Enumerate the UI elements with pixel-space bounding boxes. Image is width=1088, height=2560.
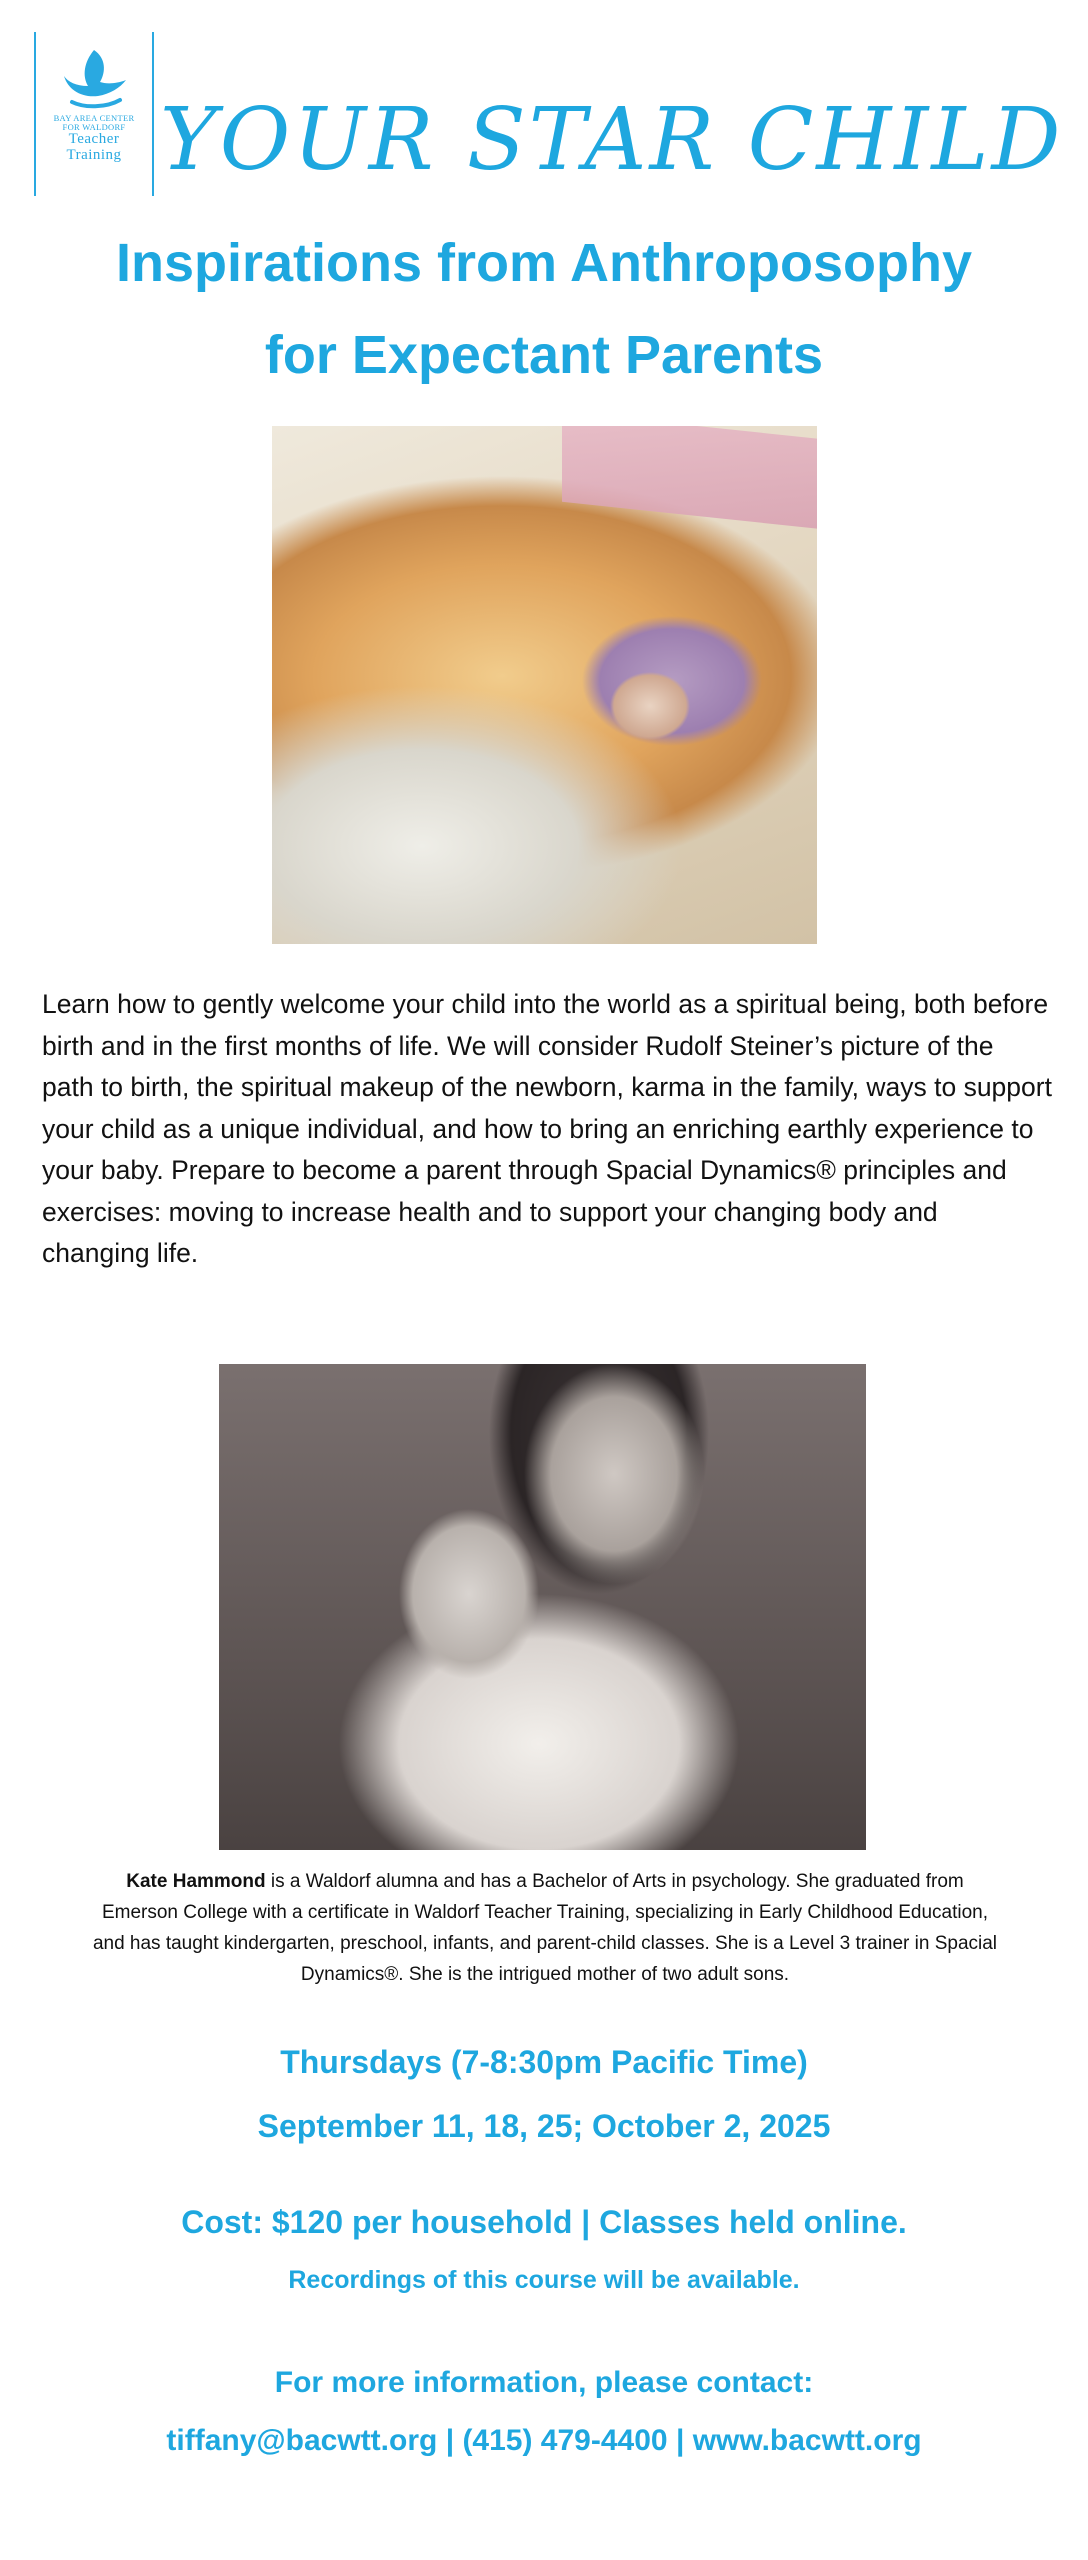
instructor-name: Kate Hammond [126, 1871, 266, 1892]
instructor-bio-text: is a Waldorf alumna and has a Bachelor of Arts in psychology. She graduated from Emerson College with a certificate in Waldorf Teacher Training, specializing in Early Childhood Education, and has taught kindergarten, preschool, infants, and parent-child classes. She is a Level 3 trainer in Spacial Dynamics®. She is the intrigued mother of two adult sons. [92, 1871, 998, 1985]
logo-line-3: Teacher [68, 130, 120, 147]
description-paragraph: Learn how to gently welcome your child into the world as a spiritual being, both before birth and in the first months of life. We will consider Rudolf Steiner’s picture of the path to birth, the spiritual makeup of the newborn, karma in the family, ways to support your child as a unique individual, and how to bring an enriching earthly experience to your baby. Prepare to become a parent through Spacial Dynamics® principles and exercises: moving to increase health and to support your changing body and changing life. [42, 989, 1052, 1268]
bird-logo-icon [54, 42, 134, 114]
instructor-photo [219, 1364, 866, 1850]
schedule-days: Thursdays (7-8:30pm Pacific Time) [280, 2044, 808, 2080]
contact-heading: For more information, please contact: [274, 2366, 814, 2399]
cost-line: Cost: $120 per household | Classes held online. [181, 2204, 907, 2240]
blanket-detail [562, 426, 817, 530]
subtitle-line-1: Inspirations from Anthroposophy [116, 233, 972, 293]
page-title: YOUR STAR CHILD [160, 90, 1064, 190]
phone-link[interactable]: (415) 479-4400 [462, 2424, 668, 2457]
logo [34, 32, 154, 196]
instructor-bio [90, 1866, 1000, 1990]
logo-line-1: BAY AREA CENTER [53, 113, 135, 123]
website-link[interactable]: www.bacwtt.org [692, 2424, 922, 2457]
logo-line-4: Training [66, 146, 122, 163]
recordings-note: Recordings of this course will be available. [288, 2266, 800, 2294]
newborn-photo [272, 426, 817, 944]
contact-line [0, 2424, 1088, 2458]
subtitle-line-2: for Expectant Parents [264, 325, 824, 385]
separator: | [675, 2424, 685, 2457]
email-link[interactable]: tiffany@bacwtt.org [166, 2424, 438, 2457]
separator: | [445, 2424, 455, 2457]
schedule-dates: September 11, 18, 25; October 2, 2025 [257, 2108, 831, 2144]
logo-line-2: FOR WALDORF [62, 121, 126, 132]
